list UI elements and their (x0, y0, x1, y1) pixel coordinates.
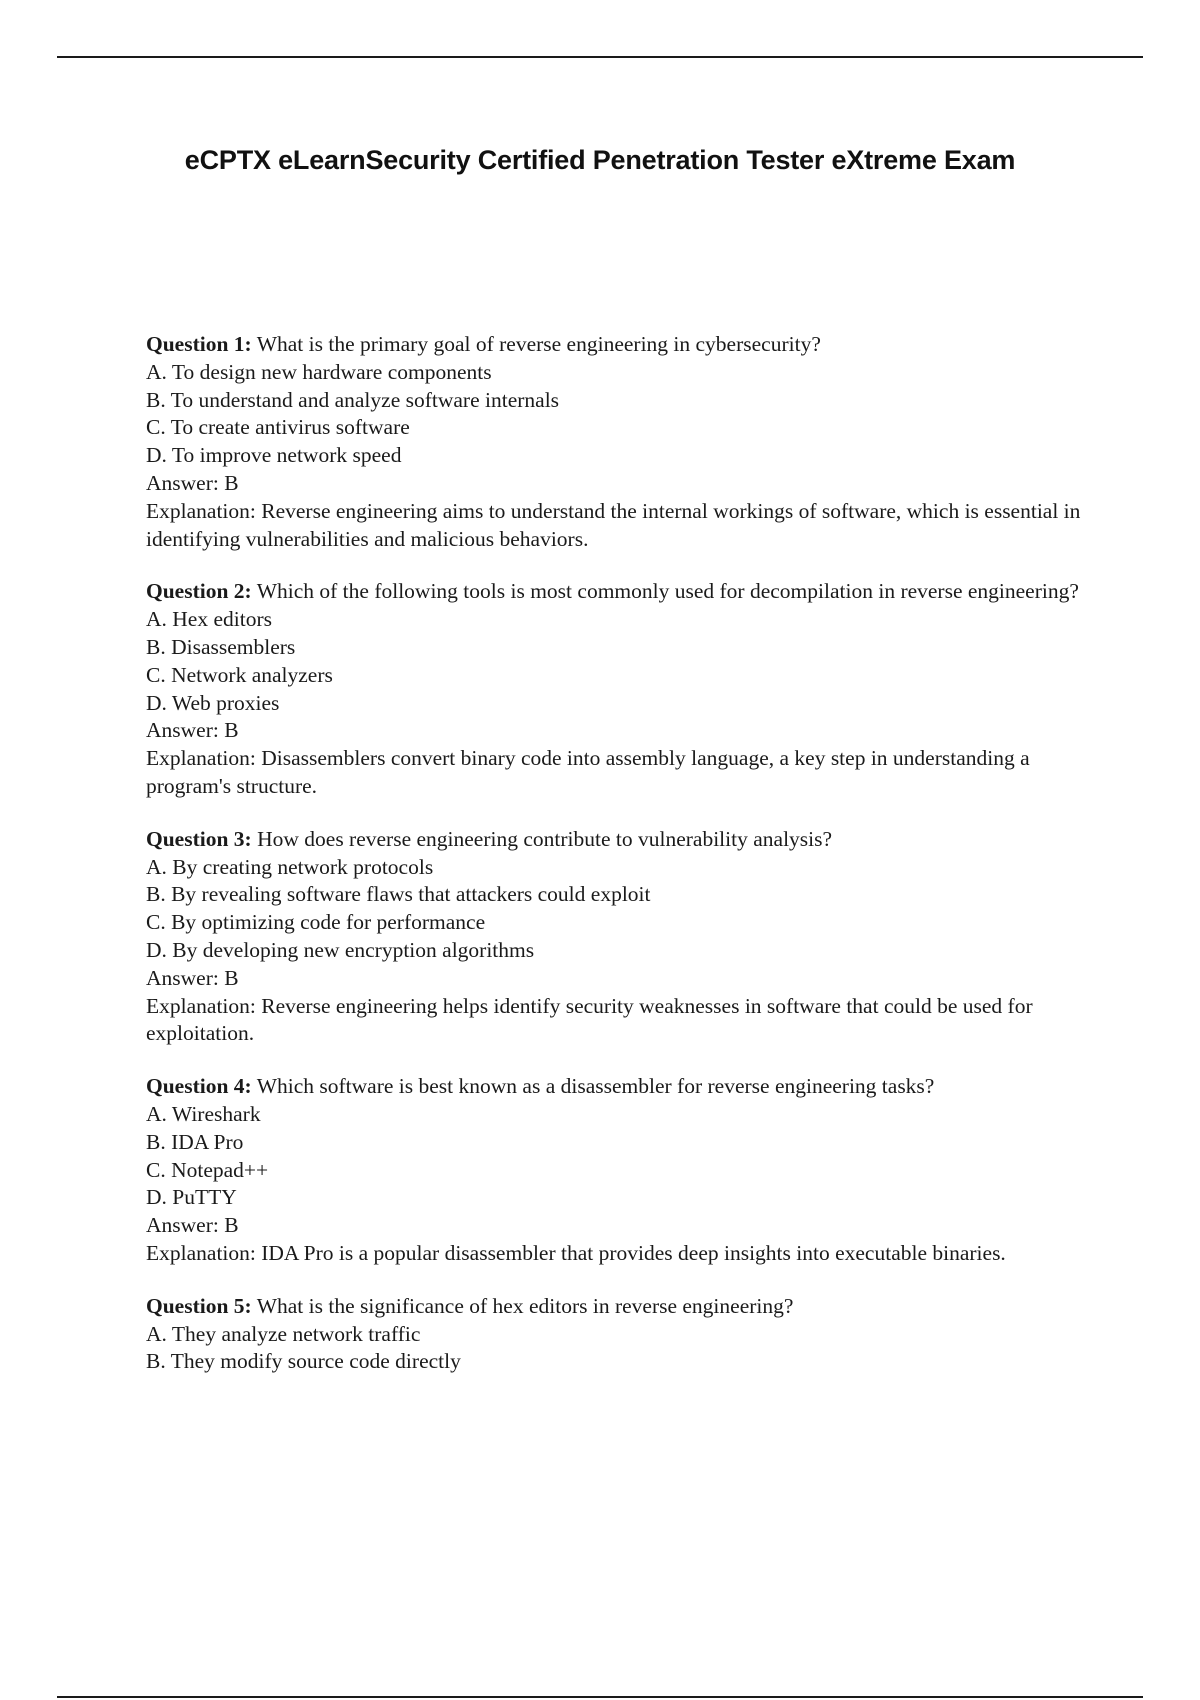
option-c: C. Notepad++ (146, 1157, 269, 1182)
answer: Answer: B (146, 965, 239, 990)
question-number: Question 1: (146, 332, 252, 356)
option-a: A. By creating network protocols (146, 854, 434, 879)
document-title: eCPTX eLearnSecurity Certified Penetration Tester eXtreme Exam (184, 145, 1016, 175)
explanation: Explanation: Reverse engineering aims to understand the internal workings of software, which is essential in identifying vulnerabilities and malicious behaviors. (146, 498, 1081, 551)
header-rule (57, 56, 1143, 58)
option-b: B. IDA Pro (146, 1129, 244, 1154)
option-c: C. By optimizing code for performance (146, 910, 486, 935)
option-b: B. They modify source code directly (146, 1349, 461, 1374)
question-prompt (146, 1293, 1086, 1321)
question-text: Which of the following tools is most commonly used for decompilation in reverse engineering? (256, 579, 1079, 604)
option-d: D. PuTTY (146, 1185, 237, 1210)
question-text: How does reverse engineering contribute to vulnerability analysis? (257, 826, 833, 851)
option-a: A. Hex editors (146, 607, 272, 632)
option-b: B. To understand and analyze software internals (146, 387, 560, 412)
option-a: A. They analyze network traffic (146, 1321, 421, 1346)
question-4 (146, 1073, 1086, 1268)
option-d: D. By developing new encryption algorithms (146, 937, 535, 962)
explanation: Explanation: Reverse engineering helps identify security weaknesses in software that could be used for exploitation. (146, 993, 1033, 1046)
question-number: Question 3: (146, 826, 252, 851)
question-list (146, 331, 1086, 1401)
explanation: Explanation: Disassemblers convert binary code into assembly language, a key step in understanding a program's structure. (146, 746, 1030, 798)
footer-rule (57, 1696, 1143, 1698)
question-number: Question 4: (146, 1074, 252, 1099)
question-prompt (146, 1073, 1086, 1101)
option-b: B. By revealing software flaws that attackers could exploit (146, 882, 651, 907)
question-number: Question 2: (146, 579, 252, 604)
question-text: Which software is best known as a disassembler for reverse engineering tasks? (256, 1074, 935, 1099)
answer: Answer: B (146, 718, 239, 743)
question-prompt (146, 331, 1086, 359)
option-a: A. Wireshark (146, 1101, 261, 1126)
question-3 (146, 826, 1086, 1048)
question-number: Question 5: (146, 1293, 252, 1318)
option-c: C. Network analyzers (146, 662, 333, 687)
explanation: Explanation: IDA Pro is a popular disassembler that provides deep insights into executable binaries. (146, 1240, 1006, 1265)
option-d: D. To improve network speed (146, 443, 402, 468)
option-d: D. Web proxies (146, 690, 280, 715)
question-1 (146, 331, 1086, 553)
question-2 (146, 578, 1086, 800)
answer: Answer: B (146, 470, 239, 495)
option-a: A. To design new hardware components (146, 359, 492, 384)
question-prompt (146, 578, 1086, 606)
option-c: C. To create antivirus software (146, 415, 410, 440)
question-text: What is the primary goal of reverse engineering in cybersecurity? (256, 332, 821, 356)
question-prompt (146, 826, 1086, 854)
answer: Answer: B (146, 1213, 239, 1238)
question-5 (146, 1293, 1086, 1376)
option-b: B. Disassemblers (146, 634, 296, 659)
question-text: What is the significance of hex editors in reverse engineering? (256, 1293, 794, 1318)
